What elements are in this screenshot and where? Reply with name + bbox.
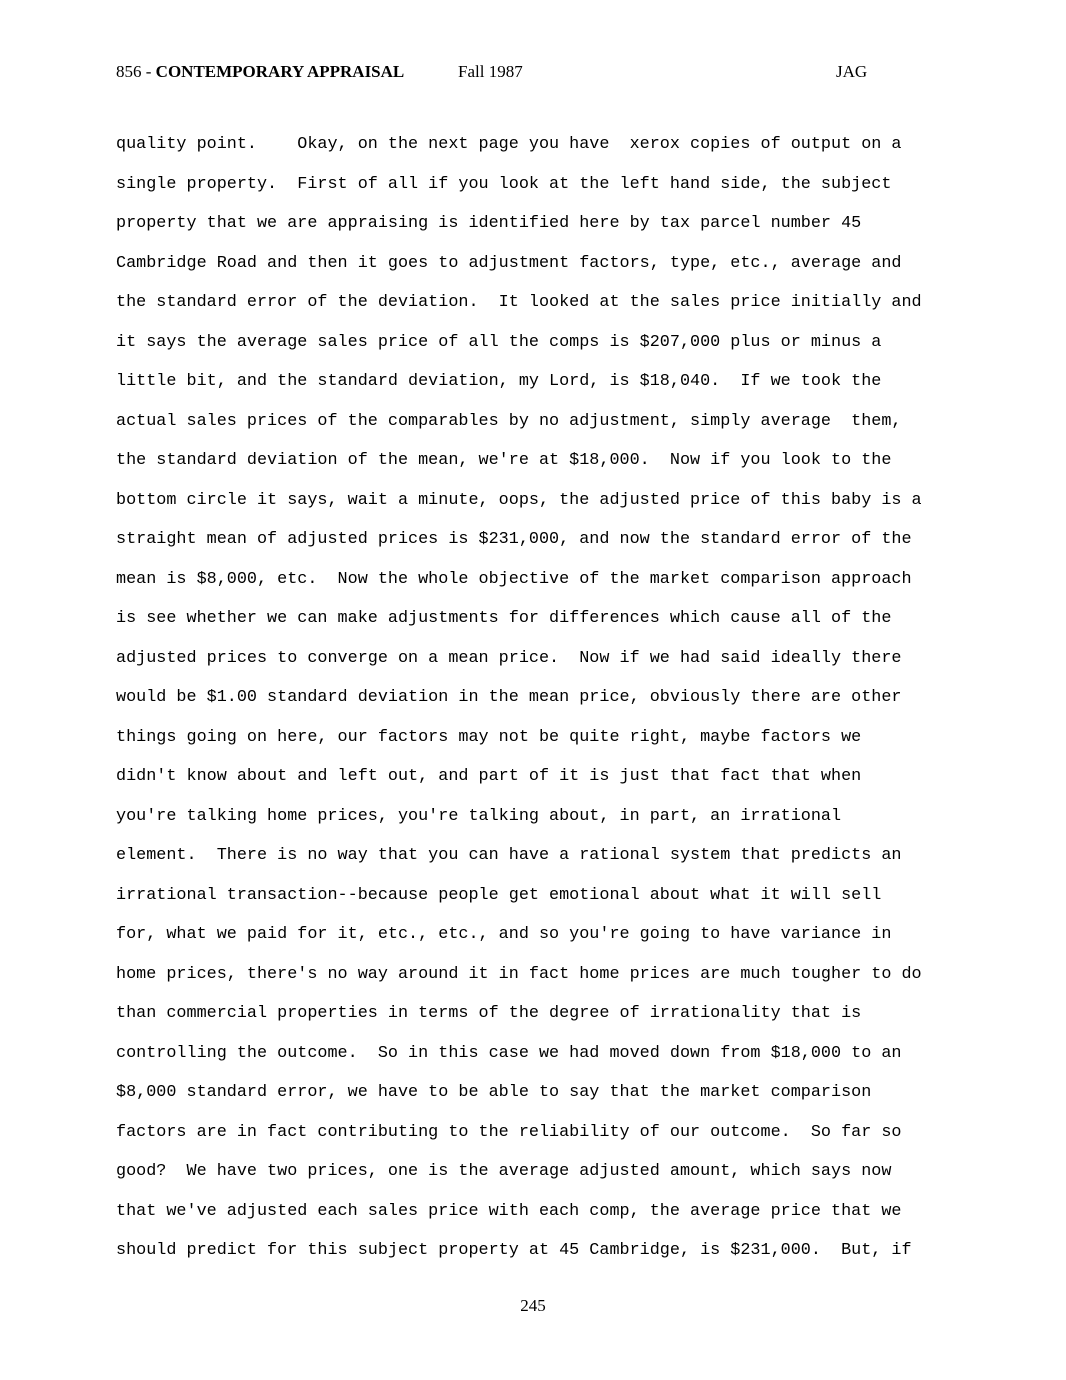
text-line: it says the average sales price of all the comps is $207,000 plus or minus a	[116, 332, 882, 352]
text-line: factors are in fact contributing to the reliability of our outcome. So far so	[116, 1122, 902, 1142]
author-initials: JAG	[836, 62, 868, 81]
text-line: mean is $8,000, etc. Now the whole objective of the market comparison approach	[116, 569, 912, 589]
text-line: $8,000 standard error, we have to be able to say that the market comparison	[116, 1083, 872, 1102]
text-line: home prices, there's no way around it in fact home prices are much tougher to do	[116, 964, 922, 984]
text-line: for, what we paid for it, etc., etc., and so you're going to have variance in	[116, 925, 892, 944]
text-line: would be $1.00 standard deviation in the mean price, obviously there are other	[116, 688, 902, 707]
term-label: Fall 1987	[458, 62, 523, 81]
text-line: element. There is no way that you can have a rational system that predicts an	[116, 846, 902, 865]
text-line: things going on here, our factors may not be quite right, maybe factors we	[116, 727, 862, 747]
text-line: single property. First of all if you look at the left hand side, the subject	[116, 174, 892, 194]
text-line: property that we are appraising is identified here by tax parcel number 45	[116, 214, 862, 233]
text-line: than commercial properties in terms of the degree of irrationality that is	[116, 1004, 862, 1023]
text-line: Cambridge Road and then it goes to adjustment factors, type, etc., average and	[116, 253, 902, 273]
text-line: irrational transaction--because people get emotional about what it will sell	[116, 885, 882, 905]
text-line: didn't know about and left out, and part of it is just that fact that when	[116, 767, 862, 786]
text-line: you're talking home prices, you're talking about, in part, an irrational	[116, 806, 842, 826]
transcript-body	[116, 125, 976, 1271]
text-line: controlling the outcome. So in this case we had moved down from $18,000 to an	[116, 1043, 902, 1063]
page-number: 245	[520, 1296, 546, 1315]
text-line: bottom circle it says, wait a minute, oops, the adjusted price of this baby is a	[116, 490, 922, 510]
text-line: the standard deviation of the mean, we're at $18,000. Now if you look to the	[116, 451, 892, 470]
text-line: actual sales prices of the comparables by no adjustment, simply average them,	[116, 411, 902, 431]
course-heading	[116, 62, 404, 82]
text-line: quality point. Okay, on the next page you have xerox copies of output on a	[116, 135, 902, 154]
text-line: adjusted prices to converge on a mean price. Now if we had said ideally there	[116, 648, 902, 668]
text-line: should predict for this subject property at 45 Cambridge, is $231,000. But, if	[116, 1241, 912, 1260]
text-line: straight mean of adjusted prices is $231,000, and now the standard error of the	[116, 530, 912, 549]
text-line: is see whether we can make adjustments for differences which cause all of the	[116, 609, 892, 628]
course-code: 856 -	[116, 62, 156, 81]
course-title: CONTEMPORARY APPRAISAL	[155, 62, 405, 81]
page-header	[0, 62, 1066, 86]
text-line: good? We have two prices, one is the average adjusted amount, which says now	[116, 1162, 892, 1181]
text-line: that we've adjusted each sales price with each comp, the average price that we	[116, 1201, 902, 1221]
text-line: the standard error of the deviation. It looked at the sales price initially and	[116, 293, 922, 312]
text-line: little bit, and the standard deviation, my Lord, is $18,040. If we took the	[116, 372, 882, 391]
